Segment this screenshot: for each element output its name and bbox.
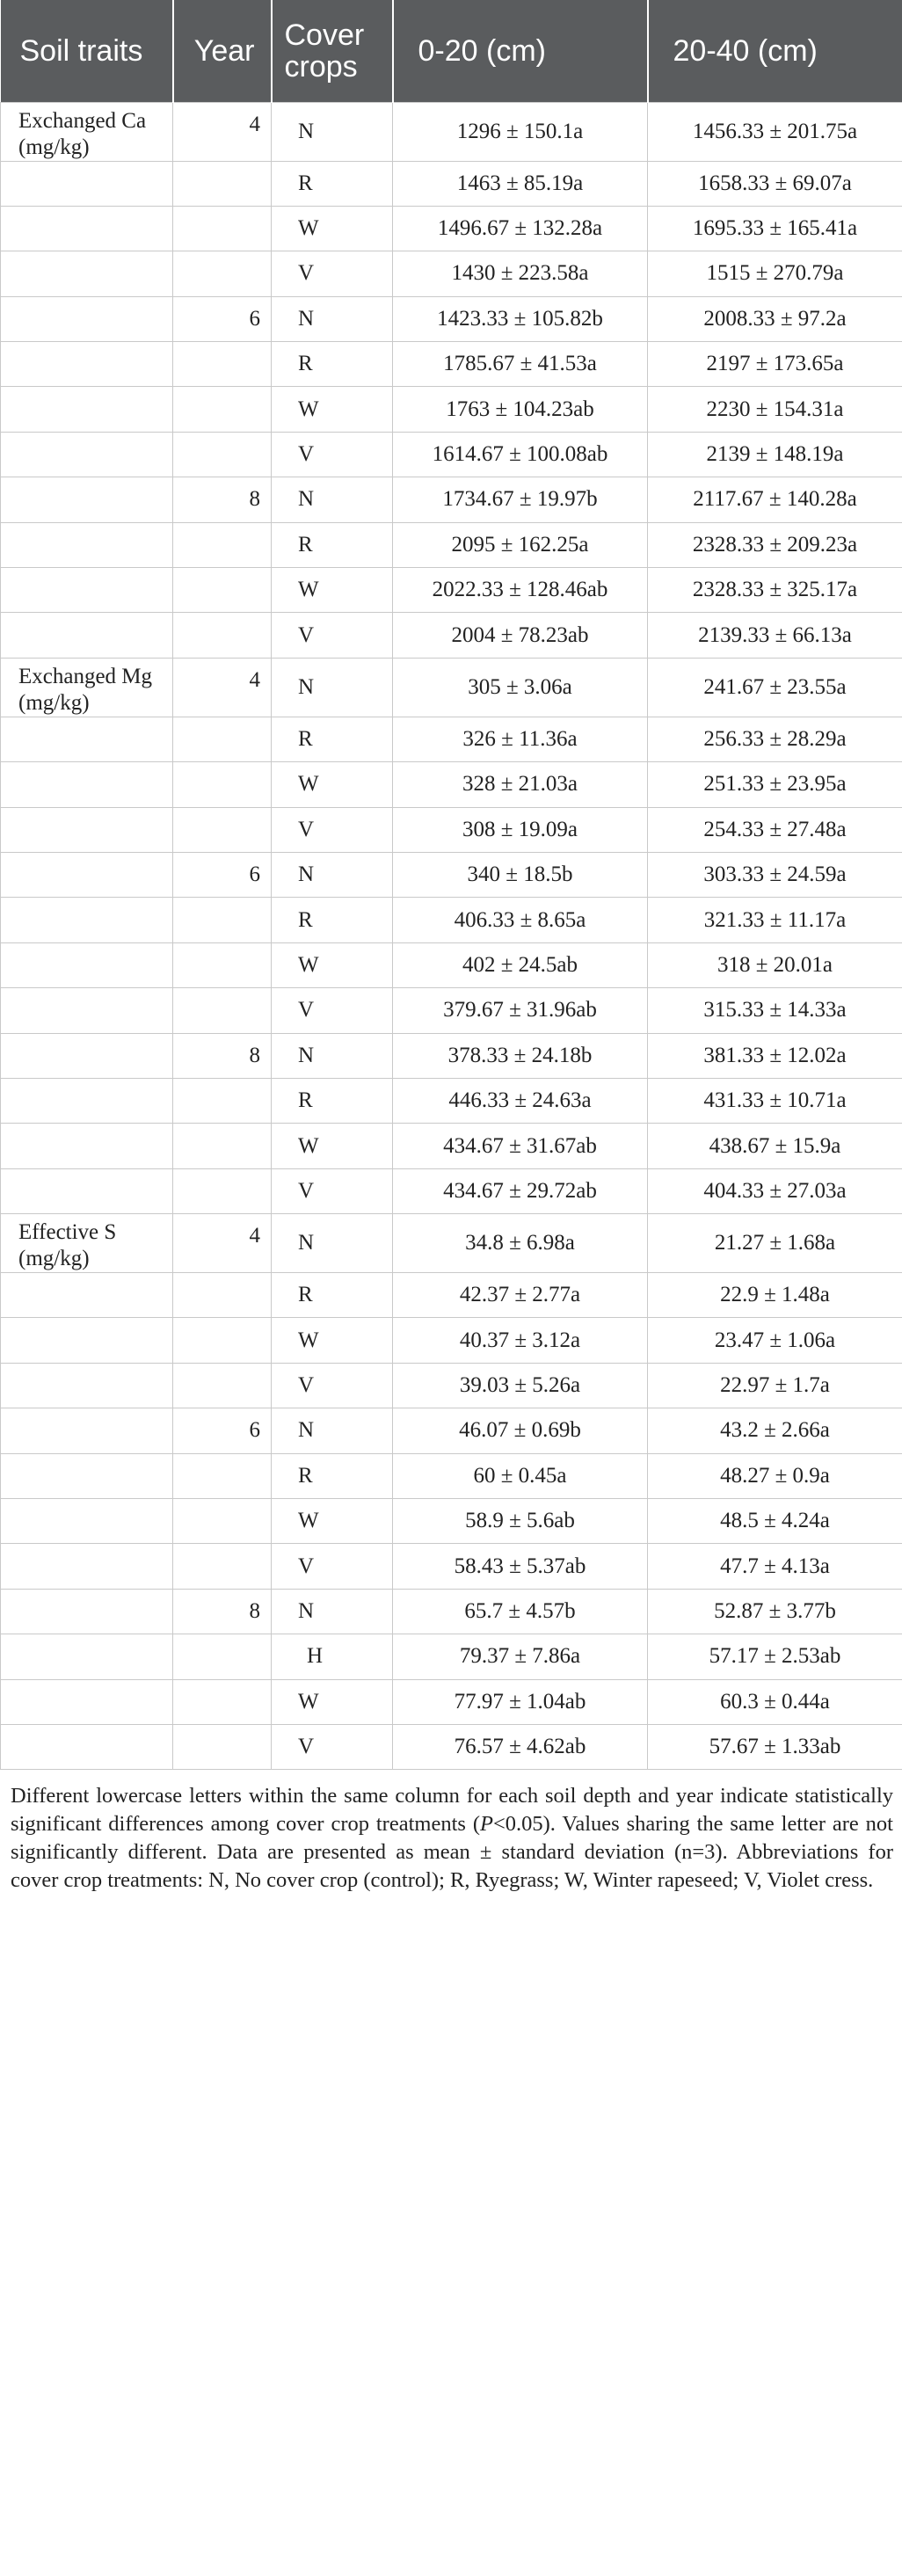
depth-20-40-value: 22.9 ± 1.48a (648, 1273, 902, 1318)
cover-crop-cell: V (272, 432, 393, 477)
depth-0-20-value: 1430 ± 223.58a (393, 251, 648, 296)
cover-crop-cell: W (272, 1679, 393, 1724)
year-cell (173, 1453, 272, 1498)
depth-0-20-value: 60 ± 0.45a (393, 1453, 648, 1498)
depth-20-40-value: 321.33 ± 11.17a (648, 898, 902, 942)
cover-crop-cell: W (272, 387, 393, 432)
soil-trait-cell (1, 1725, 173, 1770)
depth-20-40-value: 2139 ± 148.19a (648, 432, 902, 477)
table-row (1, 432, 902, 477)
table-row (1, 102, 902, 161)
year-cell (173, 161, 272, 206)
table-row (1, 658, 902, 717)
cover-crop-cell: N (272, 102, 393, 161)
soil-trait-cell (1, 1679, 173, 1724)
depth-20-40-value: 2008.33 ± 97.2a (648, 296, 902, 341)
depth-0-20-value: 379.67 ± 31.96ab (393, 988, 648, 1033)
table-row (1, 161, 902, 206)
soil-trait-cell (1, 522, 173, 567)
year-cell (173, 1634, 272, 1679)
header-row (1, 0, 902, 102)
table-row (1, 1033, 902, 1078)
year-cell (173, 613, 272, 658)
header-depth-0-20: 0-20 (cm) (393, 0, 648, 102)
cover-crop-cell: R (272, 1273, 393, 1318)
depth-20-40-value: 2328.33 ± 325.17a (648, 568, 902, 613)
depth-20-40-value: 2139.33 ± 66.13a (648, 613, 902, 658)
cover-crop-cell: N (272, 477, 393, 522)
depth-0-20-value: 406.33 ± 8.65a (393, 898, 648, 942)
depth-0-20-value: 1734.67 ± 19.97b (393, 477, 648, 522)
depth-0-20-value: 1614.67 ± 100.08ab (393, 432, 648, 477)
table-row (1, 807, 902, 852)
cover-crop-cell: V (272, 1725, 393, 1770)
depth-0-20-value: 1496.67 ± 132.28a (393, 206, 648, 251)
year-cell (173, 522, 272, 567)
depth-20-40-value: 404.33 ± 27.03a (648, 1168, 902, 1213)
table-row (1, 296, 902, 341)
table-row (1, 522, 902, 567)
table-row (1, 1544, 902, 1589)
soil-trait-cell (1, 251, 173, 296)
depth-0-20-value: 340 ± 18.5b (393, 852, 648, 897)
table-row (1, 1408, 902, 1453)
cover-crop-cell: N (272, 658, 393, 717)
table-row (1, 568, 902, 613)
soil-trait-cell (1, 898, 173, 942)
soil-trait-cell (1, 717, 173, 761)
table-row (1, 1725, 902, 1770)
soil-trait-cell (1, 1124, 173, 1168)
table-row (1, 251, 902, 296)
soil-trait-cell (1, 1168, 173, 1213)
table-body (1, 102, 902, 1770)
depth-20-40-value: 438.67 ± 15.9a (648, 1124, 902, 1168)
cover-crop-cell: W (272, 1499, 393, 1544)
depth-0-20-value: 402 ± 24.5ab (393, 942, 648, 987)
soil-trait-cell (1, 1273, 173, 1318)
cover-crop-cell: N (272, 1589, 393, 1634)
table-row (1, 988, 902, 1033)
depth-20-40-value: 254.33 ± 27.48a (648, 807, 902, 852)
year-cell (173, 568, 272, 613)
footnote-text-2: <0.05). Values sharing the same letter are not significantly different. Data are presented as mean ± standard deviation (n=3). Abbreviations for cover crop treatments: N, No cover crop (control); R, Ryegrass; W, Winter rapeseed; V, Violet cress. (11, 1812, 893, 1893)
depth-20-40-value: 60.3 ± 0.44a (648, 1679, 902, 1724)
depth-20-40-value: 2117.67 ± 140.28a (648, 477, 902, 522)
table-row (1, 1499, 902, 1544)
depth-0-20-value: 40.37 ± 3.12a (393, 1318, 648, 1363)
cover-crop-cell: W (272, 942, 393, 987)
depth-0-20-value: 434.67 ± 31.67ab (393, 1124, 648, 1168)
year-cell (173, 206, 272, 251)
table-row (1, 1318, 902, 1363)
soil-trait-cell (1, 1499, 173, 1544)
depth-20-40-value: 2230 ± 154.31a (648, 387, 902, 432)
soil-trait-cell (1, 432, 173, 477)
depth-20-40-value: 47.7 ± 4.13a (648, 1544, 902, 1589)
depth-20-40-value: 57.67 ± 1.33ab (648, 1725, 902, 1770)
depth-20-40-value: 43.2 ± 2.66a (648, 1408, 902, 1453)
soil-trait-cell (1, 342, 173, 387)
cover-crop-cell: V (272, 251, 393, 296)
depth-20-40-value: 256.33 ± 28.29a (648, 717, 902, 761)
depth-0-20-value: 1296 ± 150.1a (393, 102, 648, 161)
depth-0-20-value: 305 ± 3.06a (393, 658, 648, 717)
footnote-text-1: Different lowercase letters within the same column for each soil depth and year indicate statistically significant differences among cover crop treatments ( (11, 1784, 893, 1837)
soil-trait-cell (1, 296, 173, 341)
depth-0-20-value: 58.43 ± 5.37ab (393, 1544, 648, 1589)
year-cell (173, 898, 272, 942)
depth-0-20-value: 326 ± 11.36a (393, 717, 648, 761)
depth-0-20-value: 58.9 ± 5.6ab (393, 1499, 648, 1544)
depth-0-20-value: 46.07 ± 0.69b (393, 1408, 648, 1453)
depth-0-20-value: 34.8 ± 6.98a (393, 1214, 648, 1273)
soil-trait-cell (1, 613, 173, 658)
year-cell: 4 (173, 102, 272, 161)
cover-crop-cell: R (272, 898, 393, 942)
depth-0-20-value: 2004 ± 78.23ab (393, 613, 648, 658)
table-row (1, 1453, 902, 1498)
depth-0-20-value: 2095 ± 162.25a (393, 522, 648, 567)
depth-0-20-value: 378.33 ± 24.18b (393, 1033, 648, 1078)
year-cell (173, 1124, 272, 1168)
cover-crop-cell: W (272, 1124, 393, 1168)
depth-0-20-value: 328 ± 21.03a (393, 762, 648, 807)
cover-crop-cell: R (272, 1453, 393, 1498)
table-row (1, 898, 902, 942)
soil-trait-cell (1, 568, 173, 613)
depth-20-40-value: 381.33 ± 12.02a (648, 1033, 902, 1078)
table-row (1, 1168, 902, 1213)
soil-trait-cell: Exchanged Mg (mg/kg) (1, 658, 173, 717)
year-cell: 4 (173, 1214, 272, 1273)
year-cell: 4 (173, 658, 272, 717)
year-cell (173, 1078, 272, 1123)
table-row (1, 342, 902, 387)
year-cell (173, 1363, 272, 1408)
depth-20-40-value: 1515 ± 270.79a (648, 251, 902, 296)
year-cell (173, 251, 272, 296)
table-row (1, 717, 902, 761)
soil-trait-cell (1, 1453, 173, 1498)
year-cell (173, 1273, 272, 1318)
soil-trait-cell (1, 1634, 173, 1679)
depth-0-20-value: 446.33 ± 24.63a (393, 1078, 648, 1123)
year-cell (173, 988, 272, 1033)
cover-crop-cell: N (272, 852, 393, 897)
depth-20-40-value: 2328.33 ± 209.23a (648, 522, 902, 567)
table-row (1, 1078, 902, 1123)
year-cell (173, 432, 272, 477)
depth-20-40-value: 1658.33 ± 69.07a (648, 161, 902, 206)
cover-crop-cell: R (272, 717, 393, 761)
year-cell (173, 387, 272, 432)
year-cell: 8 (173, 1033, 272, 1078)
header-soil-traits: Soil traits (1, 0, 173, 102)
depth-0-20-value: 2022.33 ± 128.46ab (393, 568, 648, 613)
depth-0-20-value: 1785.67 ± 41.53a (393, 342, 648, 387)
depth-0-20-value: 1763 ± 104.23ab (393, 387, 648, 432)
year-cell: 6 (173, 1408, 272, 1453)
table-row (1, 1214, 902, 1273)
soil-trait-cell (1, 1408, 173, 1453)
depth-0-20-value: 79.37 ± 7.86a (393, 1634, 648, 1679)
soil-trait-cell (1, 762, 173, 807)
year-cell (173, 1499, 272, 1544)
cover-crop-cell: V (272, 1363, 393, 1408)
cover-crop-cell: N (272, 1033, 393, 1078)
depth-0-20-value: 434.67 ± 29.72ab (393, 1168, 648, 1213)
table-row (1, 942, 902, 987)
depth-20-40-value: 318 ± 20.01a (648, 942, 902, 987)
header-year: Year (173, 0, 272, 102)
depth-20-40-value: 52.87 ± 3.77b (648, 1589, 902, 1634)
cover-crop-cell: R (272, 161, 393, 206)
soil-trait-cell (1, 1363, 173, 1408)
footnote-p-symbol: P (479, 1812, 493, 1837)
soil-trait-cell (1, 161, 173, 206)
year-cell (173, 1168, 272, 1213)
depth-20-40-value: 57.17 ± 2.53ab (648, 1634, 902, 1679)
cover-crop-cell: V (272, 1168, 393, 1213)
soil-trait-cell (1, 387, 173, 432)
year-cell: 8 (173, 1589, 272, 1634)
depth-20-40-value: 241.67 ± 23.55a (648, 658, 902, 717)
depth-20-40-value: 2197 ± 173.65a (648, 342, 902, 387)
table-row (1, 1124, 902, 1168)
table-row (1, 1634, 902, 1679)
table-row (1, 762, 902, 807)
year-cell: 8 (173, 477, 272, 522)
cover-crop-cell: W (272, 762, 393, 807)
depth-20-40-value: 22.97 ± 1.7a (648, 1363, 902, 1408)
depth-0-20-value: 76.57 ± 4.62ab (393, 1725, 648, 1770)
cover-crop-cell: N (272, 296, 393, 341)
year-cell (173, 942, 272, 987)
soil-trait-cell (1, 1589, 173, 1634)
cover-crop-cell: R (272, 1078, 393, 1123)
soil-trait-cell (1, 807, 173, 852)
year-cell (173, 342, 272, 387)
year-cell (173, 762, 272, 807)
depth-20-40-value: 1695.33 ± 165.41a (648, 206, 902, 251)
depth-0-20-value: 39.03 ± 5.26a (393, 1363, 648, 1408)
depth-20-40-value: 23.47 ± 1.06a (648, 1318, 902, 1363)
table-row (1, 387, 902, 432)
table-row (1, 1679, 902, 1724)
soil-trait-cell (1, 852, 173, 897)
cover-crop-cell: R (272, 522, 393, 567)
depth-0-20-value: 1423.33 ± 105.82b (393, 296, 648, 341)
depth-0-20-value: 308 ± 19.09a (393, 807, 648, 852)
year-cell (173, 1725, 272, 1770)
soil-trait-cell: Effective S (mg/kg) (1, 1214, 173, 1273)
depth-0-20-value: 1463 ± 85.19a (393, 161, 648, 206)
depth-20-40-value: 48.27 ± 0.9a (648, 1453, 902, 1498)
soil-trait-cell (1, 1544, 173, 1589)
soil-trait-cell (1, 206, 173, 251)
table-row (1, 477, 902, 522)
depth-20-40-value: 315.33 ± 14.33a (648, 988, 902, 1033)
year-cell: 6 (173, 852, 272, 897)
depth-0-20-value: 77.97 ± 1.04ab (393, 1679, 648, 1724)
soil-trait-cell (1, 942, 173, 987)
depth-20-40-value: 303.33 ± 24.59a (648, 852, 902, 897)
year-cell (173, 1679, 272, 1724)
table-row (1, 1363, 902, 1408)
soil-trait-cell (1, 477, 173, 522)
cover-crop-cell: W (272, 206, 393, 251)
depth-20-40-value: 251.33 ± 23.95a (648, 762, 902, 807)
cover-crop-cell: V (272, 988, 393, 1033)
depth-20-40-value: 48.5 ± 4.24a (648, 1499, 902, 1544)
cover-crop-cell: H (272, 1634, 393, 1679)
table-row (1, 613, 902, 658)
depth-20-40-value: 21.27 ± 1.68a (648, 1214, 902, 1273)
table-row (1, 1589, 902, 1634)
year-cell: 6 (173, 296, 272, 341)
cover-crop-cell: N (272, 1214, 393, 1273)
cover-crop-cell: R (272, 342, 393, 387)
table-footnote (0, 1770, 902, 1895)
table-row (1, 852, 902, 897)
table-row (1, 1273, 902, 1318)
year-cell (173, 1544, 272, 1589)
year-cell (173, 807, 272, 852)
depth-20-40-value: 431.33 ± 10.71a (648, 1078, 902, 1123)
cover-crop-cell: V (272, 807, 393, 852)
soil-trait-cell: Exchanged Ca (mg/kg) (1, 102, 173, 161)
header-cover-crops: Cover crops (272, 0, 393, 102)
depth-0-20-value: 42.37 ± 2.77a (393, 1273, 648, 1318)
year-cell (173, 1318, 272, 1363)
cover-crop-cell: V (272, 1544, 393, 1589)
cover-crop-cell: V (272, 613, 393, 658)
depth-20-40-value: 1456.33 ± 201.75a (648, 102, 902, 161)
table-row (1, 206, 902, 251)
table-header (1, 0, 902, 102)
soil-trait-cell (1, 1318, 173, 1363)
cover-crop-cell: W (272, 1318, 393, 1363)
header-depth-20-40: 20-40 (cm) (648, 0, 902, 102)
cover-crop-cell: N (272, 1408, 393, 1453)
depth-0-20-value: 65.7 ± 4.57b (393, 1589, 648, 1634)
year-cell (173, 717, 272, 761)
cover-crop-cell: W (272, 568, 393, 613)
soil-trait-cell (1, 988, 173, 1033)
soil-trait-cell (1, 1078, 173, 1123)
soil-trait-cell (1, 1033, 173, 1078)
